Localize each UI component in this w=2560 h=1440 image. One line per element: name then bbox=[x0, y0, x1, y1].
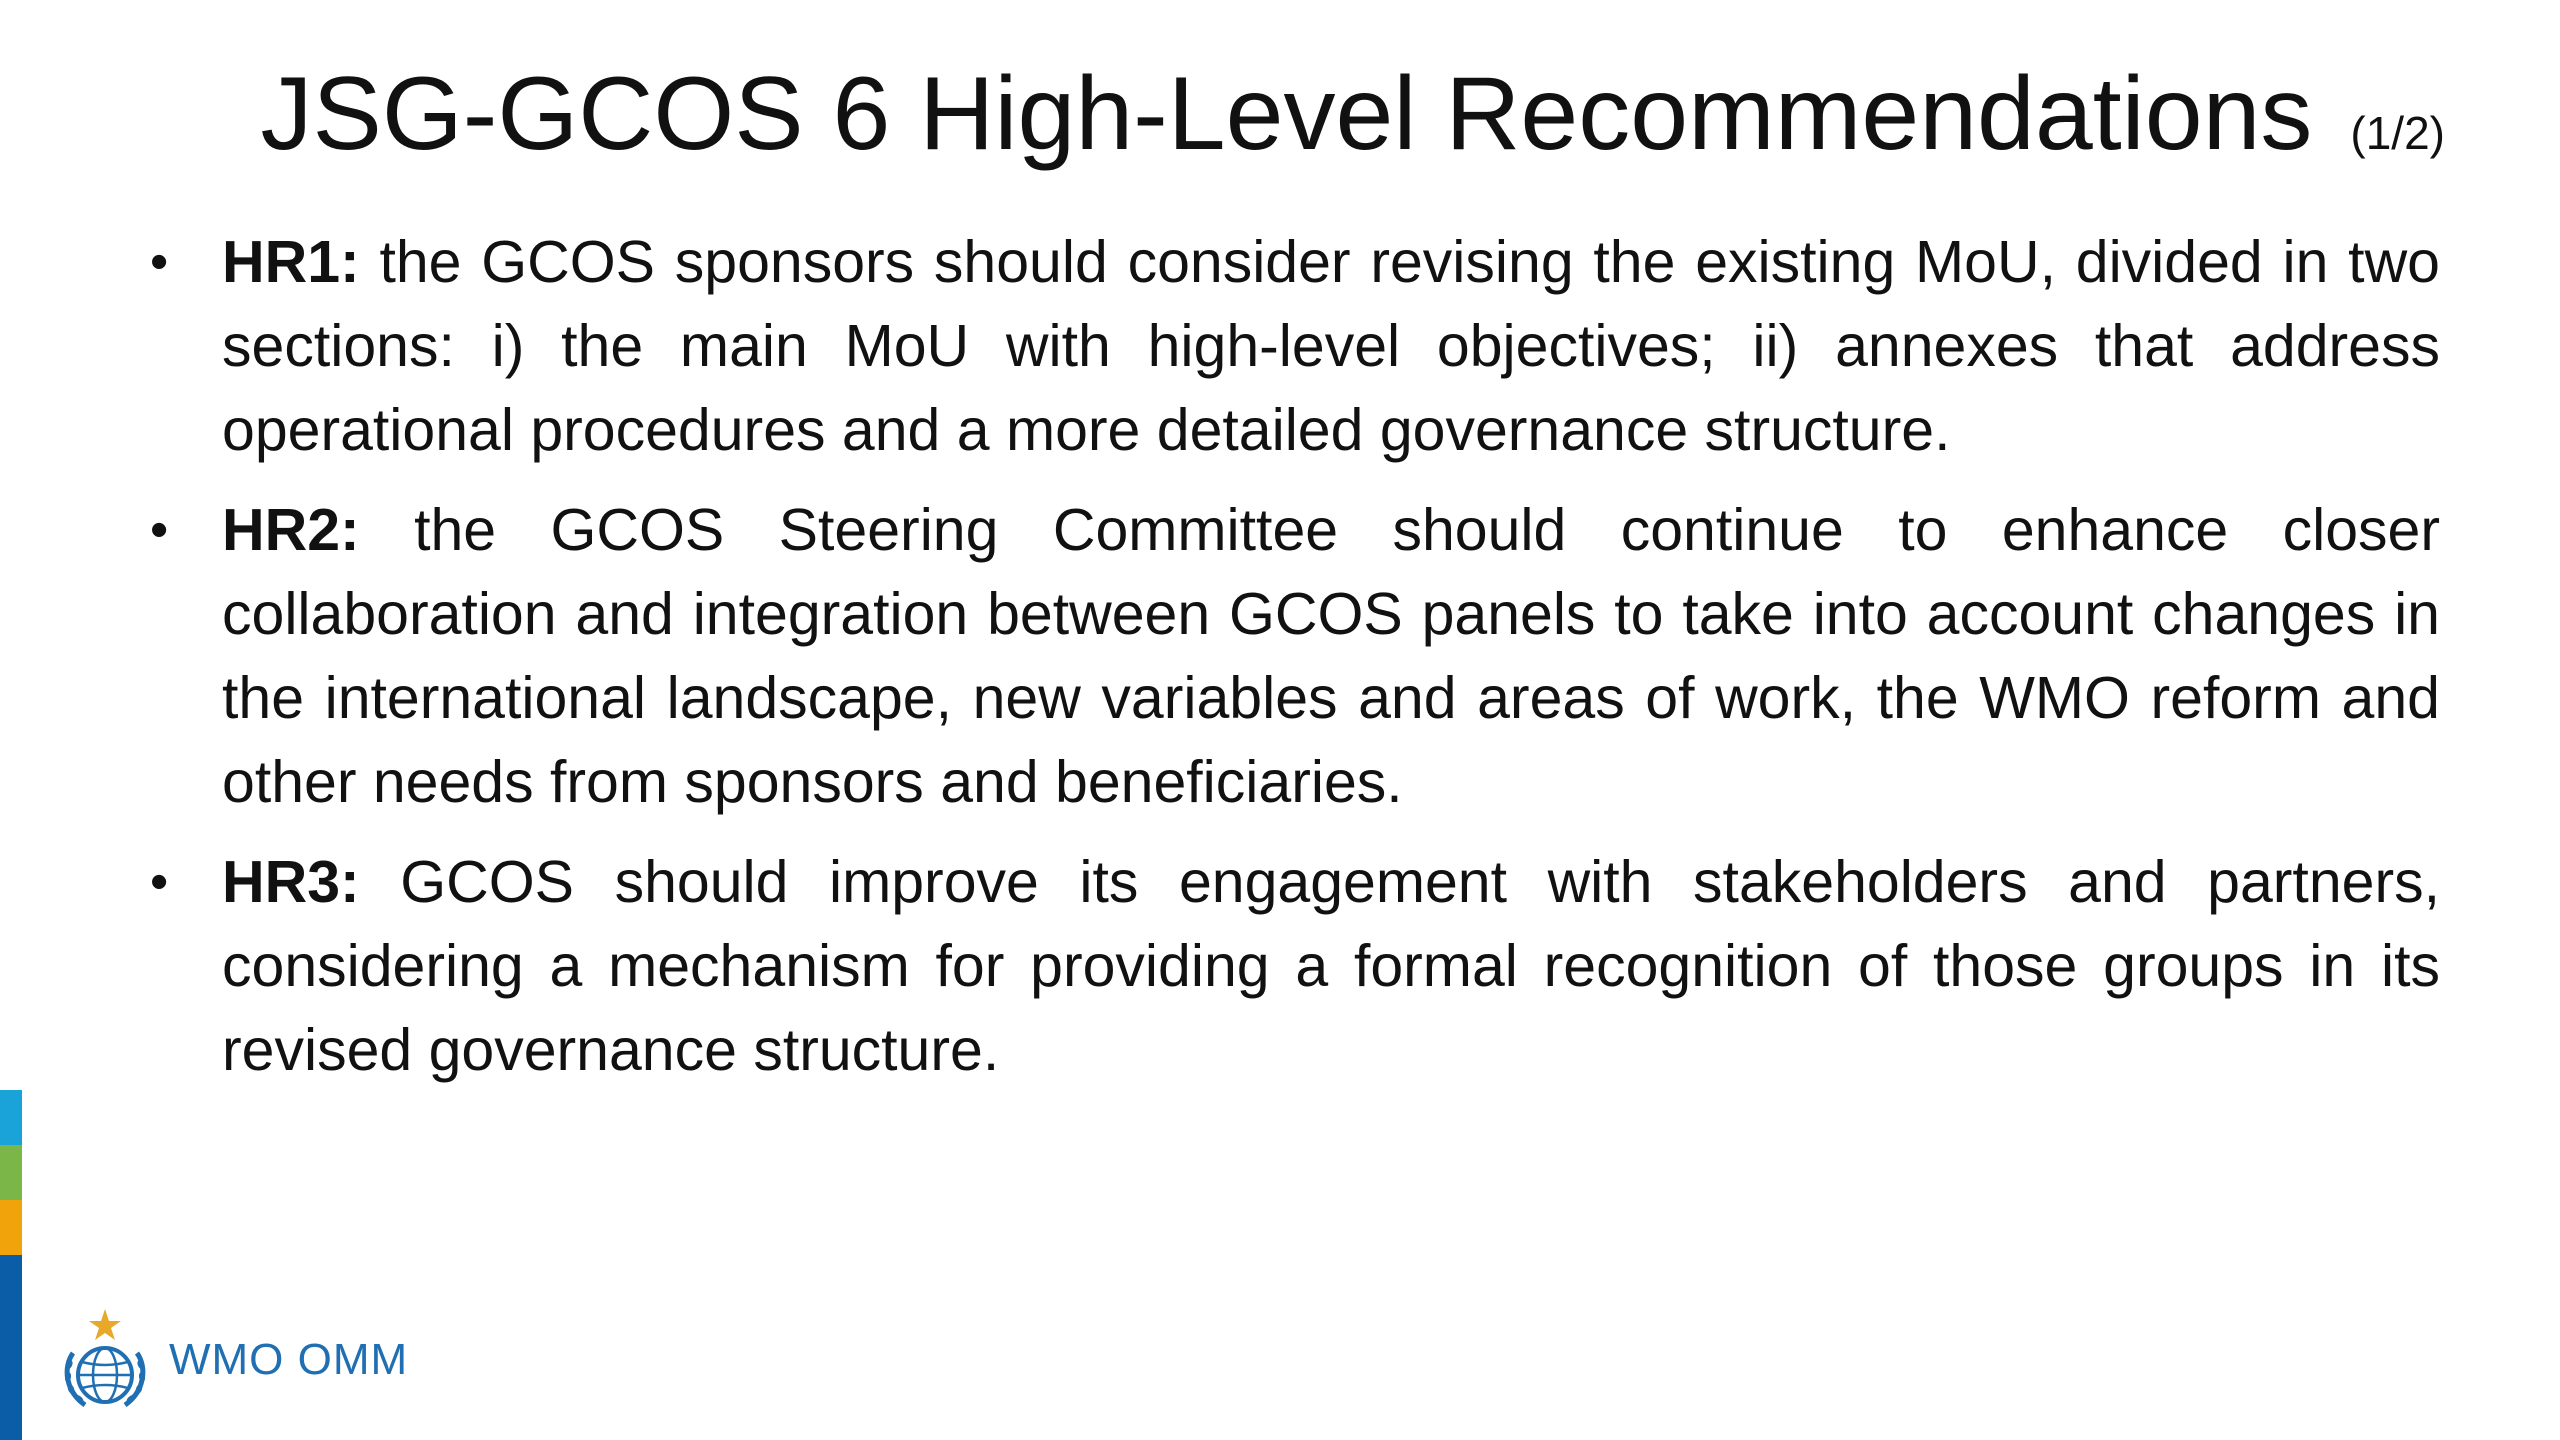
wmo-logo bbox=[55, 1305, 408, 1415]
list-item bbox=[150, 488, 2440, 824]
recommendation-code: HR2: bbox=[222, 497, 360, 563]
stripe-segment bbox=[0, 1145, 22, 1200]
recommendation-code: HR1: bbox=[222, 229, 360, 295]
page-indicator: (1/2) bbox=[2350, 107, 2445, 159]
stripe-segment bbox=[0, 1090, 22, 1145]
recommendation-text: the GCOS Steering Committee should continue to enhance closer collaboration and integration between GCOS panels to take into account changes in the international landscape, new variables and areas of work, the WMO reform and other needs from sponsors and beneficiaries. bbox=[222, 497, 2440, 815]
stripe-segment bbox=[0, 1200, 22, 1255]
recommendation-text: the GCOS sponsors should consider revising the existing MoU, divided in two sections: i) the main MoU with high-level objectives; ii) annexes that address operational procedures and a more detailed governance structure. bbox=[222, 229, 2440, 463]
page-title: JSG-GCOS 6 High-Level Recommendations bbox=[260, 56, 2313, 172]
stripe-segment bbox=[0, 1255, 22, 1440]
logo-text: WMO OMM bbox=[169, 1335, 409, 1384]
recommendation-code: HR3: bbox=[222, 849, 360, 915]
slide-title bbox=[0, 56, 2445, 172]
recommendation-text: GCOS should improve its engagement with stakeholders and partners, considering a mechanism for providing a formal recognition of those groups in its revised governance structure. bbox=[222, 849, 2440, 1083]
list-item bbox=[150, 840, 2440, 1092]
bullet-icon: • bbox=[150, 501, 169, 559]
wmo-emblem-icon bbox=[55, 1305, 155, 1415]
recommendation-list bbox=[150, 220, 2440, 1108]
bullet-icon: • bbox=[150, 853, 169, 911]
accent-stripe bbox=[0, 1090, 22, 1440]
bullet-icon: • bbox=[150, 233, 169, 291]
list-item bbox=[150, 220, 2440, 472]
